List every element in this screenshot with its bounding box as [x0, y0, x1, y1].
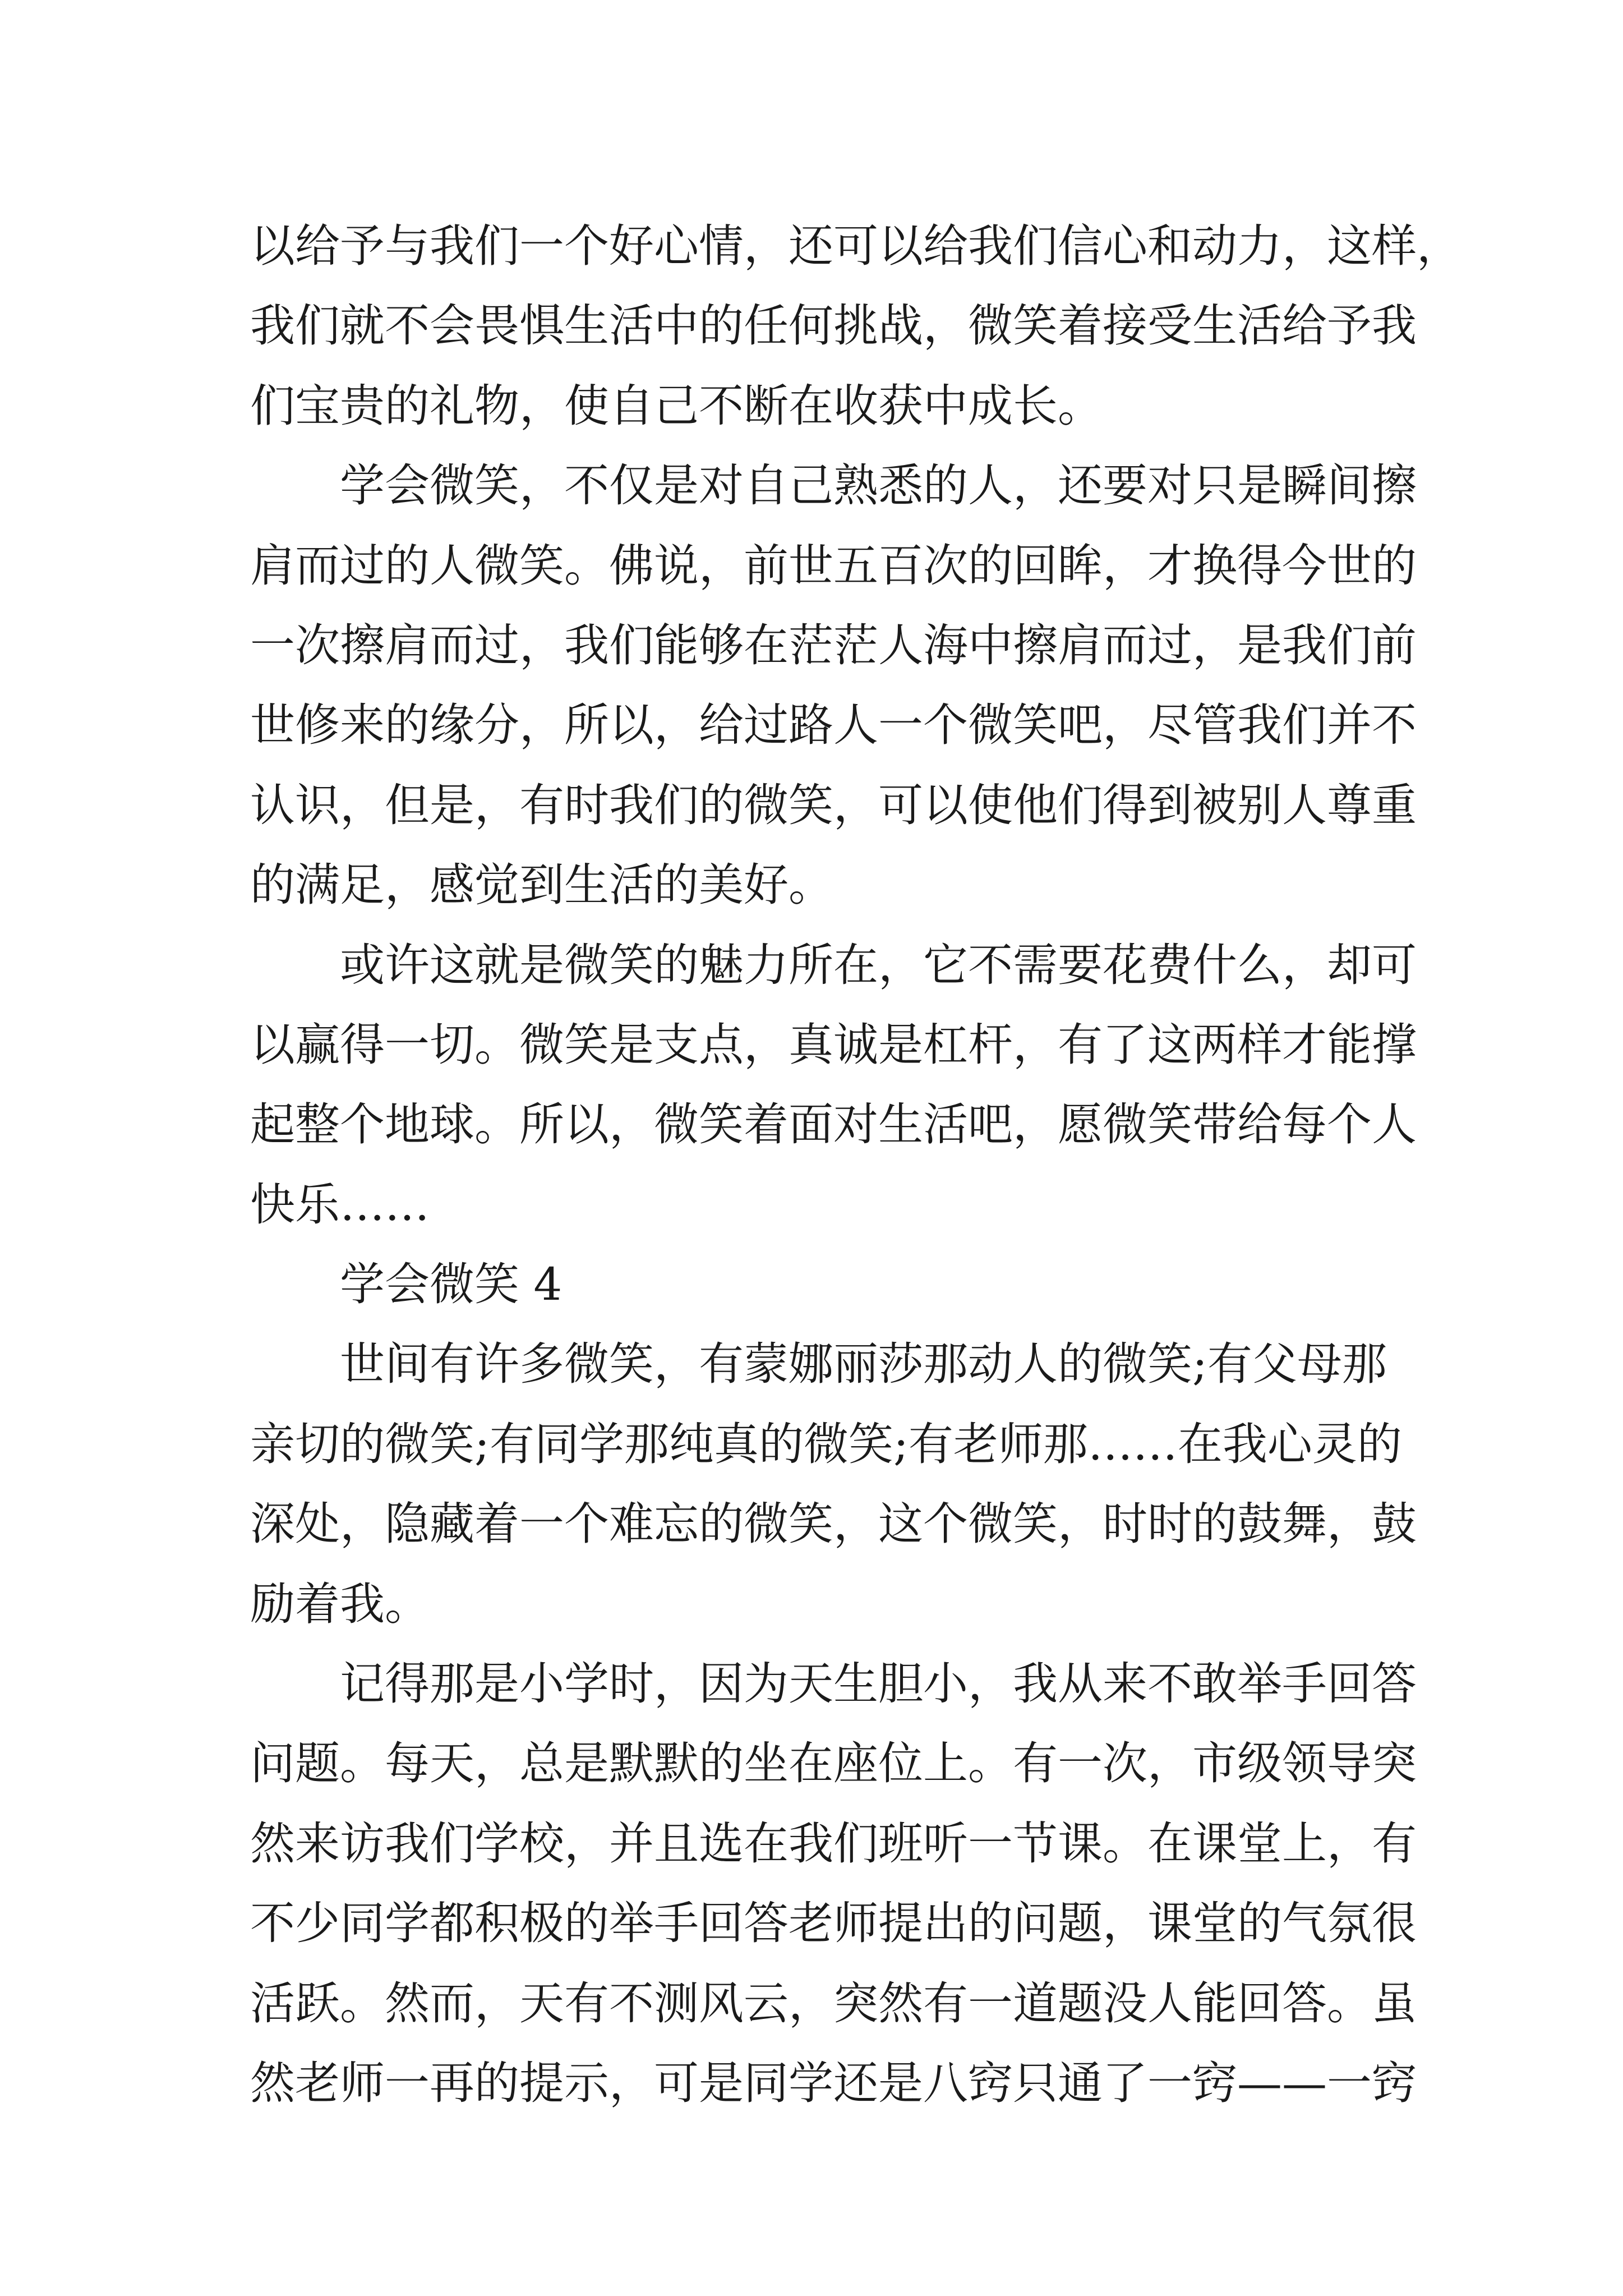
text-line: 问题。每天，总是默默的坐在座位上。有一次，市级领导突 — [250, 1737, 1417, 1790]
text-line: 不少同学都积极的举手回答老师提出的问题，课堂的气氛很 — [250, 1897, 1417, 1950]
text-line: 深处，隐藏着一个难忘的微笑，这个微笑，时时的鼓舞，鼓 — [250, 1498, 1417, 1550]
text-line: 一次擦肩而过，我们能够在茫茫人海中擦肩而过，是我们前 — [250, 619, 1417, 671]
document-body — [250, 206, 1461, 2123]
text-line: 或许这就是微笑的魅力所在，它不需要花费什么，却可 — [340, 938, 1417, 991]
text-line: 们宝贵的礼物，使自己不断在收获中成长。 — [250, 379, 1103, 432]
text-line: 励着我。 — [250, 1577, 430, 1630]
text-line: 亲切的微笑;有同学那纯真的微笑;有老师那……在我心灵的 — [250, 1418, 1402, 1470]
text-line: 学会微笑，不仅是对自己熟悉的人，还要对只是瞬间擦 — [340, 459, 1417, 512]
text-line: 认识，但是，有时我们的微笑，可以使他们得到被别人尊重 — [250, 779, 1417, 831]
text-line: 以给予与我们一个好心情，还可以给我们信心和动力，这样， — [250, 220, 1461, 272]
text-line: 以赢得一切。微笑是支点，真诚是杠杆，有了这两样才能撑 — [250, 1018, 1417, 1071]
text-line: 然老师一再的提示，可是同学还是八窍只通了一窍——一窍 — [250, 2056, 1417, 2109]
text-line: 我们就不会畏惧生活中的任何挑战，微笑着接受生活给予我 — [250, 300, 1417, 352]
text-line: 起整个地球。所以，微笑着面对生活吧，愿微笑带给每个人 — [250, 1098, 1417, 1151]
text-line: 世间有许多微笑，有蒙娜丽莎那动人的微笑;有父母那 — [340, 1338, 1387, 1391]
text-line: 世修来的缘分，所以，给过路人一个微笑吧，尽管我们并不 — [250, 699, 1417, 752]
text-line: 活跃。然而，天有不测风云，突然有一道题没人能回答。虽 — [250, 1977, 1417, 2030]
text-line: 记得那是小学时，因为天生胆小，我从来不敢举手回答 — [340, 1658, 1417, 1710]
text-line: 肩而过的人微笑。佛说，前世五百次的回眸，才换得今世的 — [250, 539, 1417, 592]
text-line: 快乐…… — [250, 1178, 430, 1231]
text-line: 学会微笑 4 — [340, 1258, 562, 1311]
text-line: 然来访我们学校，并且选在我们班听一节课。在课堂上，有 — [250, 1817, 1417, 1870]
text-line: 的满足，感觉到生活的美好。 — [250, 859, 833, 912]
